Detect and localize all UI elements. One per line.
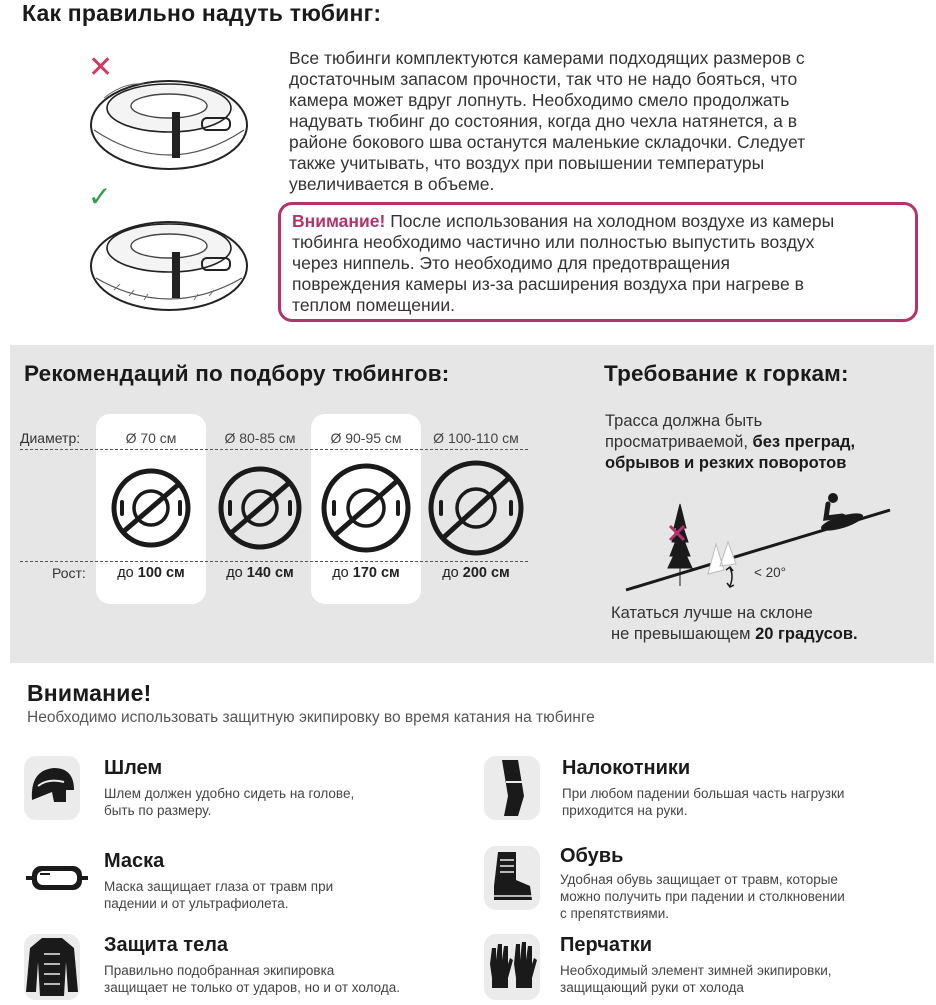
equipment-desc-line: приходится на руки. bbox=[562, 803, 688, 818]
warning-line: повреждения камеры из-за расширения воздуха при нагреве в bbox=[292, 274, 804, 294]
tube-size-icon bbox=[96, 458, 206, 558]
equipment-desc bbox=[562, 785, 844, 819]
equipment-title: Шлем bbox=[104, 757, 163, 779]
equipment-desc-line: Необходимый элемент зимней экипировки, bbox=[560, 963, 832, 978]
height-value bbox=[421, 565, 531, 581]
equipment-desc-line: можно получить при падении и столкновении bbox=[560, 889, 845, 904]
sizing-title: Рекомендаций по подбору тюбингов: bbox=[24, 361, 450, 386]
warning-box bbox=[278, 202, 918, 322]
body-armor-icon bbox=[24, 934, 80, 1000]
body-protection-icon-box bbox=[24, 934, 80, 1000]
diameter-value: Ø 90-95 см bbox=[330, 430, 402, 446]
warning-line: теплом помещении. bbox=[292, 295, 456, 315]
height-prefix: до bbox=[117, 565, 138, 581]
warning-line: После использования на холодном воздухе из камеры bbox=[390, 211, 835, 231]
tube-overinflated-illustration bbox=[84, 70, 254, 180]
goggles-icon bbox=[24, 848, 90, 908]
slope-line: Трасса должна быть bbox=[605, 412, 763, 430]
height-number: 200 см bbox=[462, 565, 510, 581]
wrong-mark-icon: ✕ bbox=[88, 51, 114, 84]
equipment-desc-line: При любом падении большая часть нагрузки bbox=[562, 786, 845, 801]
inflate-line: увеличивается в объеме. bbox=[289, 174, 495, 194]
warning-label: Внимание! bbox=[292, 211, 386, 231]
inflate-text bbox=[289, 48, 929, 195]
equipment-desc-line: с препятствиями. bbox=[560, 906, 670, 921]
slope-note-bold: 20 градусов. bbox=[755, 625, 858, 643]
slope-note bbox=[611, 603, 858, 645]
slope-line: просматриваемой, bbox=[605, 433, 753, 451]
safety-title: Внимание! bbox=[27, 680, 152, 706]
inflate-line: Все тюбинги комплектуются камерами подходящих размеров с bbox=[289, 48, 805, 68]
slope-line-bold: обрывов и резких поворотов bbox=[605, 454, 847, 472]
height-prefix: до bbox=[442, 565, 463, 581]
equipment-desc-line: защищающий руки от холода bbox=[560, 980, 744, 995]
equipment-title: Маска bbox=[104, 850, 165, 872]
equipment-desc bbox=[560, 871, 845, 922]
helmet-icon-box bbox=[24, 756, 80, 820]
slope-note-line: не превышающем bbox=[611, 625, 756, 643]
helmet-icon bbox=[24, 756, 80, 820]
equipment-desc bbox=[104, 962, 400, 996]
tube-size-icon bbox=[311, 458, 421, 558]
height-label: Рост: bbox=[52, 565, 86, 581]
diameter-divider bbox=[20, 449, 528, 450]
slope-title: Требование к горкам: bbox=[604, 361, 849, 386]
warning-line: тюбинга необходимо частично или полностью выпустить воздух bbox=[292, 232, 815, 252]
height-divider bbox=[20, 561, 528, 562]
right-mark-icon: ✓ bbox=[88, 181, 112, 212]
diameter-value: Ø 70 см bbox=[125, 430, 177, 446]
equipment-desc-line: Правильно подобранная экипировка bbox=[104, 963, 335, 978]
tube-correct-illustration bbox=[84, 208, 254, 318]
equipment-title: Перчатки bbox=[560, 934, 653, 956]
tube-size-icon bbox=[421, 458, 531, 558]
height-number: 140 см bbox=[246, 565, 294, 581]
height-value bbox=[205, 565, 315, 581]
height-prefix: до bbox=[226, 565, 247, 581]
inflate-line: также учитывать, что воздух при повышении температуры bbox=[289, 153, 765, 173]
inflate-title: Как правильно надуть тюбинг: bbox=[22, 0, 382, 26]
safety-subtitle: Необходимо использовать защитную экипировку во время катания на тюбинге bbox=[27, 709, 595, 726]
height-number: 170 см bbox=[352, 565, 400, 581]
equipment-title: Защита тела bbox=[104, 934, 229, 956]
diameter-value: Ø 80-85 см bbox=[224, 430, 296, 446]
equipment-desc-line: быть по размеру. bbox=[104, 803, 212, 818]
inflate-line: надувать тюбинг до состояния, когда дно чехла натянется, а в bbox=[289, 111, 798, 131]
equipment-title: Налокотники bbox=[562, 757, 691, 779]
height-number: 100 см bbox=[137, 565, 185, 581]
height-value bbox=[96, 565, 206, 581]
boot-icon bbox=[484, 846, 540, 910]
tube-size-icon bbox=[205, 458, 315, 558]
boots-icon-box bbox=[484, 846, 540, 910]
inflate-line: районе бокового шва останутся маленькие складочки. Следует bbox=[289, 132, 806, 152]
gloves-icon bbox=[484, 934, 540, 1000]
diameter-label: Диаметр: bbox=[20, 430, 81, 446]
gloves-icon-box bbox=[484, 934, 540, 1000]
slope-angle: < 20° bbox=[754, 565, 787, 580]
inflate-line: достаточным запасом прочности, так что не надо бояться, что bbox=[289, 69, 798, 89]
equipment-desc-line: защищает не только от ударов, но и от холода. bbox=[104, 980, 400, 995]
elbow-pads-icon-box bbox=[484, 756, 540, 820]
equipment-desc-line: падении и от ультрафиолета. bbox=[104, 896, 289, 911]
equipment-desc bbox=[104, 878, 333, 912]
equipment-title: Обувь bbox=[560, 845, 624, 867]
elbow-pads-icon bbox=[484, 756, 540, 820]
warning-line: через ниппель. Это необходимо для предотвращения bbox=[292, 253, 730, 273]
inflate-line: камера может вдруг лопнуть. Необходимо смело продолжать bbox=[289, 90, 790, 110]
slope-text bbox=[605, 411, 855, 474]
height-value bbox=[311, 565, 421, 581]
slope-note-line: Кататься лучше на склоне bbox=[611, 604, 813, 622]
equipment-desc bbox=[560, 962, 832, 996]
equipment-desc-line: Удобная обувь защищает от травм, которые bbox=[560, 872, 838, 887]
goggles-icon-box bbox=[24, 848, 90, 908]
height-prefix: до bbox=[332, 565, 353, 581]
equipment-desc bbox=[104, 785, 354, 819]
diameter-value: Ø 100-110 см bbox=[433, 430, 519, 446]
slope-line-bold: без преград, bbox=[752, 433, 856, 451]
equipment-desc-line: Шлем должен удобно сидеть на голове, bbox=[104, 786, 355, 801]
equipment-desc-line: Маска защищает глаза от травм при bbox=[104, 879, 334, 894]
